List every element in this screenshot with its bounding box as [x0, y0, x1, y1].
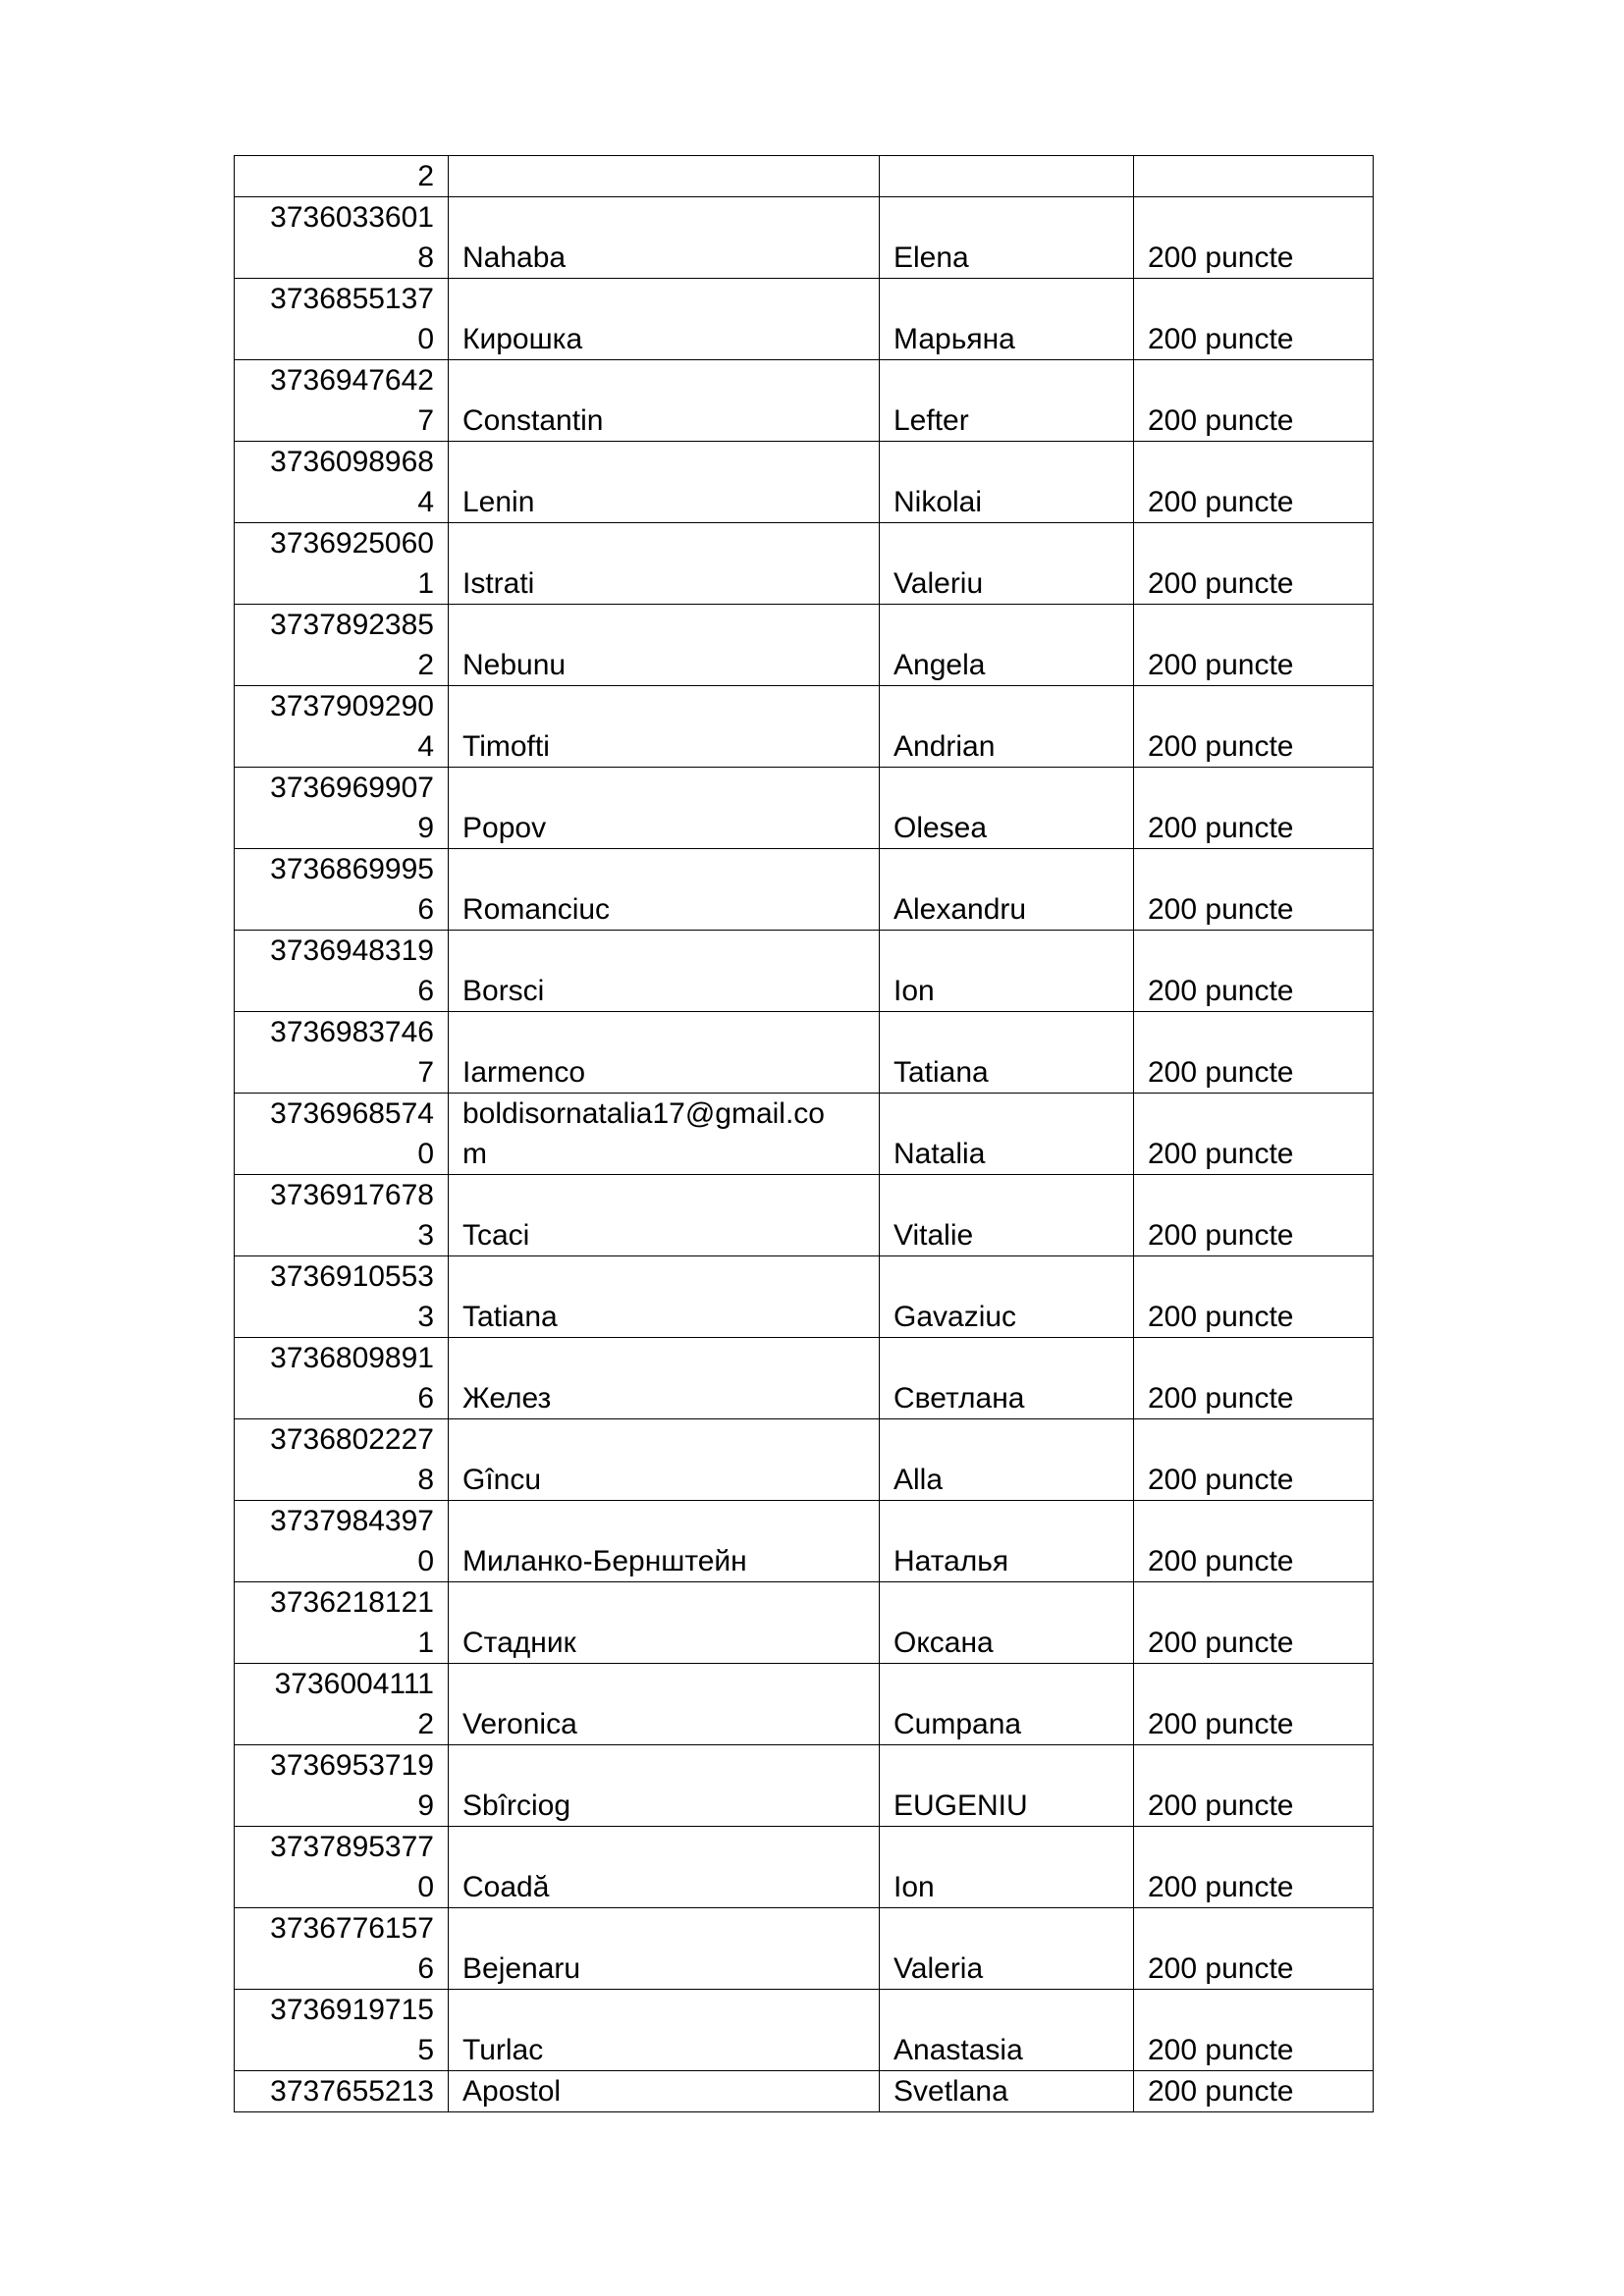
phone-cell: 3736098968 4	[235, 442, 449, 523]
table-row	[235, 1338, 1374, 1419]
table-row	[235, 1419, 1374, 1501]
last-name-cell: Borsci	[449, 931, 880, 1012]
first-name-cell: Nikolai	[880, 442, 1134, 523]
phone-cell: 3736968574 0	[235, 1094, 449, 1175]
points-cell: 200 puncte	[1134, 1664, 1374, 1745]
points-cell	[1134, 156, 1374, 197]
last-name-cell: Iarmenco	[449, 1012, 880, 1094]
last-name-cell: Кирошка	[449, 279, 880, 360]
last-name-cell: Стадник	[449, 1582, 880, 1664]
first-name-cell	[880, 156, 1134, 197]
points-cell: 200 puncte	[1134, 931, 1374, 1012]
last-name-cell: Veronica	[449, 1664, 880, 1745]
last-name-cell: Popov	[449, 768, 880, 849]
phone-cell: 3736925060 1	[235, 523, 449, 605]
table-row	[235, 1582, 1374, 1664]
table-row	[235, 768, 1374, 849]
points-cell: 200 puncte	[1134, 279, 1374, 360]
points-cell: 200 puncte	[1134, 1908, 1374, 1990]
phone-cell: 3736802227 8	[235, 1419, 449, 1501]
table-row	[235, 1012, 1374, 1094]
points-cell: 200 puncte	[1134, 1827, 1374, 1908]
first-name-cell: Anastasia	[880, 1990, 1134, 2071]
points-cell: 200 puncte	[1134, 1338, 1374, 1419]
table-row	[235, 1908, 1374, 1990]
points-cell: 200 puncte	[1134, 768, 1374, 849]
phone-cell: 3736855137 0	[235, 279, 449, 360]
last-name-cell: Желез	[449, 1338, 880, 1419]
phone-cell: 3737895377 0	[235, 1827, 449, 1908]
first-name-cell: Elena	[880, 197, 1134, 279]
last-name-cell: Sbîrciog	[449, 1745, 880, 1827]
points-cell: 200 puncte	[1134, 523, 1374, 605]
last-name-cell: Apostol	[449, 2071, 880, 2112]
participants-table	[234, 155, 1374, 2112]
points-cell: 200 puncte	[1134, 1990, 1374, 2071]
table-row	[235, 360, 1374, 442]
last-name-cell: Tcaci	[449, 1175, 880, 1256]
table-row	[235, 1175, 1374, 1256]
first-name-cell: Ion	[880, 931, 1134, 1012]
last-name-cell	[449, 156, 880, 197]
table-row	[235, 1990, 1374, 2071]
points-cell: 200 puncte	[1134, 605, 1374, 686]
phone-cell: 3736869995 6	[235, 849, 449, 931]
table-row	[235, 1664, 1374, 1745]
first-name-cell: Olesea	[880, 768, 1134, 849]
last-name-cell: Timofti	[449, 686, 880, 768]
last-name-cell: Gîncu	[449, 1419, 880, 1501]
phone-cell: 3736776157 6	[235, 1908, 449, 1990]
table-row	[235, 523, 1374, 605]
points-cell: 200 puncte	[1134, 2071, 1374, 2112]
last-name-cell: Tatiana	[449, 1256, 880, 1338]
last-name-cell: Nebunu	[449, 605, 880, 686]
table-row	[235, 2071, 1374, 2112]
first-name-cell: Alla	[880, 1419, 1134, 1501]
last-name-cell: Romanciuc	[449, 849, 880, 931]
points-cell: 200 puncte	[1134, 1582, 1374, 1664]
table-row	[235, 197, 1374, 279]
table-row	[235, 605, 1374, 686]
last-name-cell: Миланко-Бернштейн	[449, 1501, 880, 1582]
table-row	[235, 279, 1374, 360]
first-name-cell: Марьяна	[880, 279, 1134, 360]
points-cell: 200 puncte	[1134, 849, 1374, 931]
last-name-cell: Nahaba	[449, 197, 880, 279]
first-name-cell: Оксана	[880, 1582, 1134, 1664]
table-row	[235, 931, 1374, 1012]
table-row	[235, 1256, 1374, 1338]
points-cell: 200 puncte	[1134, 1419, 1374, 1501]
points-cell: 200 puncte	[1134, 1094, 1374, 1175]
phone-cell: 3736983746 7	[235, 1012, 449, 1094]
phone-cell: 3736917678 3	[235, 1175, 449, 1256]
last-name-cell: Coadă	[449, 1827, 880, 1908]
last-name-cell: Bejenaru	[449, 1908, 880, 1990]
table-row	[235, 442, 1374, 523]
table-row	[235, 1827, 1374, 1908]
first-name-cell: EUGENIU	[880, 1745, 1134, 1827]
phone-cell: 3736969907 9	[235, 768, 449, 849]
phone-cell: 3736809891 6	[235, 1338, 449, 1419]
first-name-cell: Valeriu	[880, 523, 1134, 605]
phone-cell: 3737655213	[235, 2071, 449, 2112]
first-name-cell: Cumpana	[880, 1664, 1134, 1745]
points-cell: 200 puncte	[1134, 1012, 1374, 1094]
phone-cell: 2	[235, 156, 449, 197]
table-row	[235, 686, 1374, 768]
first-name-cell: Andrian	[880, 686, 1134, 768]
first-name-cell: Natalia	[880, 1094, 1134, 1175]
points-cell: 200 puncte	[1134, 686, 1374, 768]
phone-cell: 3736910553 3	[235, 1256, 449, 1338]
first-name-cell: Lefter	[880, 360, 1134, 442]
points-cell: 200 puncte	[1134, 360, 1374, 442]
phone-cell: 3737909290 4	[235, 686, 449, 768]
points-cell: 200 puncte	[1134, 1256, 1374, 1338]
phone-cell: 3736218121 1	[235, 1582, 449, 1664]
first-name-cell: Vitalie	[880, 1175, 1134, 1256]
points-cell: 200 puncte	[1134, 1745, 1374, 1827]
last-name-cell: Constantin	[449, 360, 880, 442]
phone-cell: 3736919715 5	[235, 1990, 449, 2071]
phone-cell: 3736953719 9	[235, 1745, 449, 1827]
table-row	[235, 156, 1374, 197]
points-cell: 200 puncte	[1134, 1175, 1374, 1256]
phone-cell: 3737892385 2	[235, 605, 449, 686]
table-row	[235, 1745, 1374, 1827]
phone-cell: 3736004111 2	[235, 1664, 449, 1745]
first-name-cell: Valeria	[880, 1908, 1134, 1990]
first-name-cell: Tatiana	[880, 1012, 1134, 1094]
first-name-cell: Ion	[880, 1827, 1134, 1908]
first-name-cell: Angela	[880, 605, 1134, 686]
first-name-cell: Gavaziuc	[880, 1256, 1134, 1338]
phone-cell: 3736948319 6	[235, 931, 449, 1012]
points-cell: 200 puncte	[1134, 197, 1374, 279]
points-cell: 200 puncte	[1134, 442, 1374, 523]
first-name-cell: Наталья	[880, 1501, 1134, 1582]
table-row	[235, 1501, 1374, 1582]
last-name-cell: boldisornatalia17@gmail.co m	[449, 1094, 880, 1175]
last-name-cell: Lenin	[449, 442, 880, 523]
last-name-cell: Istrati	[449, 523, 880, 605]
points-cell: 200 puncte	[1134, 1501, 1374, 1582]
last-name-cell: Turlac	[449, 1990, 880, 2071]
phone-cell: 3736947642 7	[235, 360, 449, 442]
table-row	[235, 1094, 1374, 1175]
table-row	[235, 849, 1374, 931]
first-name-cell: Svetlana	[880, 2071, 1134, 2112]
phone-cell: 3737984397 0	[235, 1501, 449, 1582]
phone-cell: 3736033601 8	[235, 197, 449, 279]
first-name-cell: Alexandru	[880, 849, 1134, 931]
first-name-cell: Светлана	[880, 1338, 1134, 1419]
